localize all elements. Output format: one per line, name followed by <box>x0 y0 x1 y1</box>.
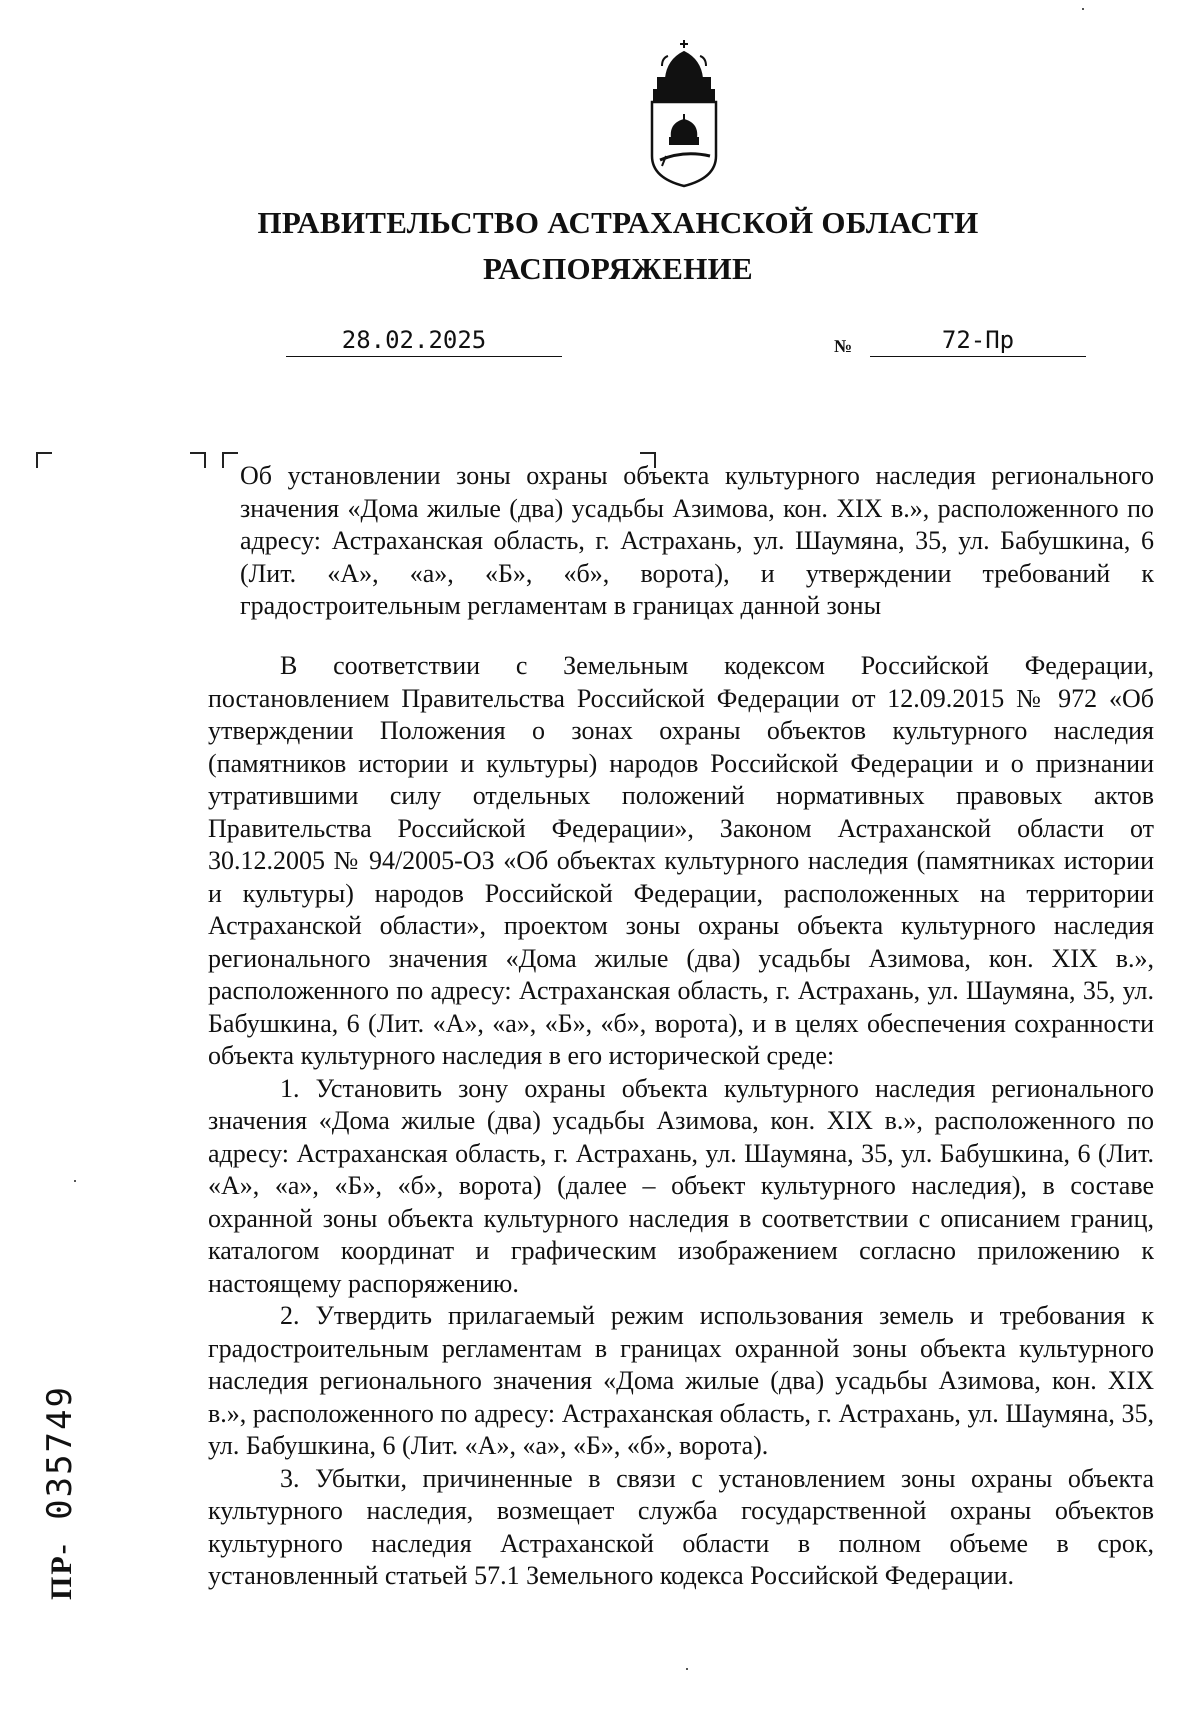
coat-of-arms-icon <box>644 38 724 188</box>
serial-value: 035749 <box>40 1385 80 1520</box>
number-value: 72-Пр <box>941 326 1015 354</box>
scan-speck <box>1082 8 1084 10</box>
organization-name: ПРАВИТЕЛЬСТВО АСТРАХАНСКОЙ ОБЛАСТИ <box>257 205 979 240</box>
document-type: РАСПОРЯЖЕНИЕ <box>482 251 754 286</box>
scan-speck <box>74 1180 76 1182</box>
document-title: Об установлении зоны охраны объекта культурного наследия регионального значения «Дома жилые (два) усадьбы Азимова, кон. XIX в.», расположенного по адресу: Астраханская область, г. Астрахань, ул. Шаумяна, 35, ул. Бабушкина, 6 (Лит. «А», «а», «Б», «б», ворота), и утверждении требований к градостроительным регламентам в границах данной зоны <box>240 461 1154 620</box>
clause-2: 2. Утвердить прилагаемый режим использования земель и требования к градостроительным регламентам в границах охранной зоны объекта культурного наследия регионального значения «Дома жилые (два) усадьбы Азимова, кон. XIX в.», расположенного по адресу: Астраханская область, г. Астрахань, ул. Шаумяна, 35, ул. Бабушкина, 6 (Лит. «А», «а», «Б», «б», ворота). <box>208 1301 1154 1460</box>
scan-speck <box>686 1668 688 1670</box>
date-field <box>286 324 562 357</box>
corner-mark <box>36 452 52 468</box>
preamble-paragraph: В соответствии с Земельным кодексом Российской Федерации, постановлением Правительства Российской Федерации от 12.09.2015 № 972 «Об утверждении Положения о зонах охраны объектов культурного наследия (памятников истории и культуры) народов Российской Федерации и о признании утратившими силу отдельных положений нормативных правовых актов Правительства Российской Федерации», Законом Астраханской области от 30.12.2005 № 94/2005-ОЗ «Об объектах культурного наследия (памятниках истории и культуры) народов Российской Федерации, расположенных на территории Астраханской области», проектом зоны охраны объекта культурного наследия регионального значения «Дома жилые (два) усадьбы Азимова, кон. XIX в.», расположенного по адресу: Астраханская область, г. Астрахань, ул. Шаумяна, 35, ул. Бабушкина, 6 (Лит. «А», «а», «Б», «б», ворота), и в целях обеспечения сохранности объекта культурного наследия в его исторической среде: <box>208 651 1154 1070</box>
date-value: 28.02.2025 <box>341 326 487 354</box>
serial-number <box>28 1360 92 1600</box>
document-body <box>208 650 1154 1593</box>
document-header <box>0 200 1200 292</box>
number-sign: № <box>834 336 853 356</box>
number-field <box>870 324 1086 357</box>
corner-mark <box>190 452 206 468</box>
clause-3: 3. Убытки, причиненные в связи с установлением зоны охраны объекта культурного наследия, возмещает служба государственной охраны объектов культурного наследия Астраханской области в полном объеме в срок, установленный статьей 57.1 Земельного кодекса Российской Федерации. <box>208 1463 1154 1590</box>
corner-mark <box>222 452 238 468</box>
serial-prefix: ПР- <box>45 1542 78 1600</box>
clause-1: 1. Установить зону охраны объекта культурного наследия регионального значения «Дома жилые (два) усадьбы Азимова, кон. XIX в.», расположенного по адресу: Астраханская область, г. Астрахань, ул. Шаумяна, 35, ул. Бабушкина, 6 (Лит. «А», «а», «Б», «б», ворота) (далее – объект культурного наследия), в составе охранной зоны объекта культурного наследия в соответствии с описанием границ, каталогом координат и графическим изображением согласно приложению к настоящему распоряжению. <box>208 1073 1154 1298</box>
